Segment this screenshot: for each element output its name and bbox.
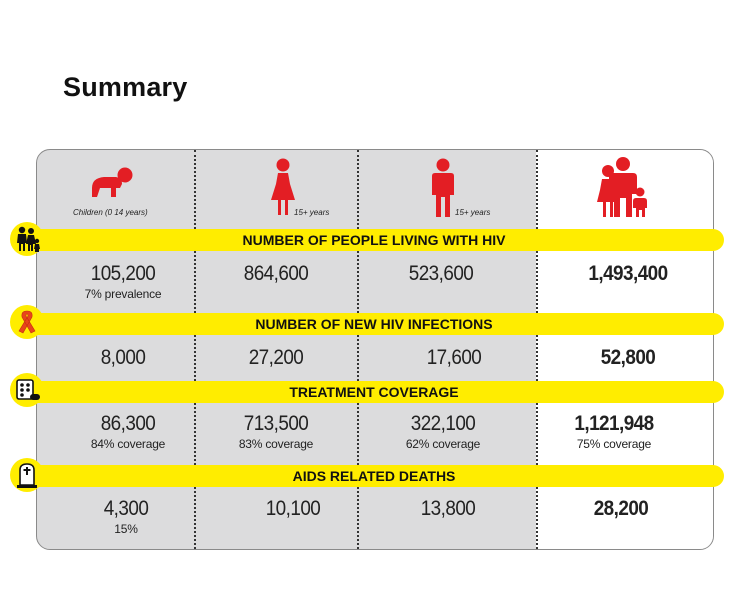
total-value-cell: 1,121,948 75% coverage xyxy=(574,412,654,451)
column-divider xyxy=(536,150,538,549)
column-label-children: Children (0 14 years) xyxy=(73,208,148,217)
value-cell: 864,600 xyxy=(243,262,309,285)
total-value-cell: 52,800 xyxy=(600,346,656,369)
value-cell: 713,500 83% coverage xyxy=(238,412,314,451)
value-cell: 8,000 xyxy=(100,346,146,369)
page-title: Summary xyxy=(63,72,188,102)
crawling-baby-icon xyxy=(86,166,136,200)
pills-icon xyxy=(10,373,44,407)
value-cell: 17,600 xyxy=(426,346,482,369)
column-divider xyxy=(357,150,359,549)
family-icon xyxy=(596,156,650,218)
column-label-men: 15+ years xyxy=(455,208,491,217)
value-cell: 13,800 xyxy=(420,497,476,520)
total-value-cell: 1,493,400 xyxy=(588,262,668,285)
woman-icon xyxy=(269,158,297,216)
section-heading-deaths: AIDS RELATED DEATHS xyxy=(292,468,456,484)
value-cell: 27,200 xyxy=(248,346,304,369)
man-icon xyxy=(430,158,456,218)
section-heading-new-infections: NUMBER OF NEW HIV INFECTIONS xyxy=(255,316,493,332)
section-heading-people-living: NUMBER OF PEOPLE LIVING WITH HIV xyxy=(242,232,506,248)
family-badge-icon xyxy=(10,222,44,256)
column-divider xyxy=(194,150,196,549)
total-value-cell: 28,200 xyxy=(593,497,649,520)
value-cell: 523,600 xyxy=(408,262,474,285)
column-label-women: 15+ years xyxy=(294,208,330,217)
value-cell: 4,300 15% xyxy=(103,497,149,536)
value-cell: 105,200 7% prevalence xyxy=(84,262,162,301)
value-cell: 10,100 xyxy=(265,497,321,520)
section-heading-treatment: TREATMENT COVERAGE xyxy=(289,384,459,400)
value-cell: 322,100 62% coverage xyxy=(405,412,481,451)
red-ribbon-icon xyxy=(10,305,44,339)
value-cell: 86,300 84% coverage xyxy=(90,412,166,451)
gravestone-icon xyxy=(10,458,44,492)
